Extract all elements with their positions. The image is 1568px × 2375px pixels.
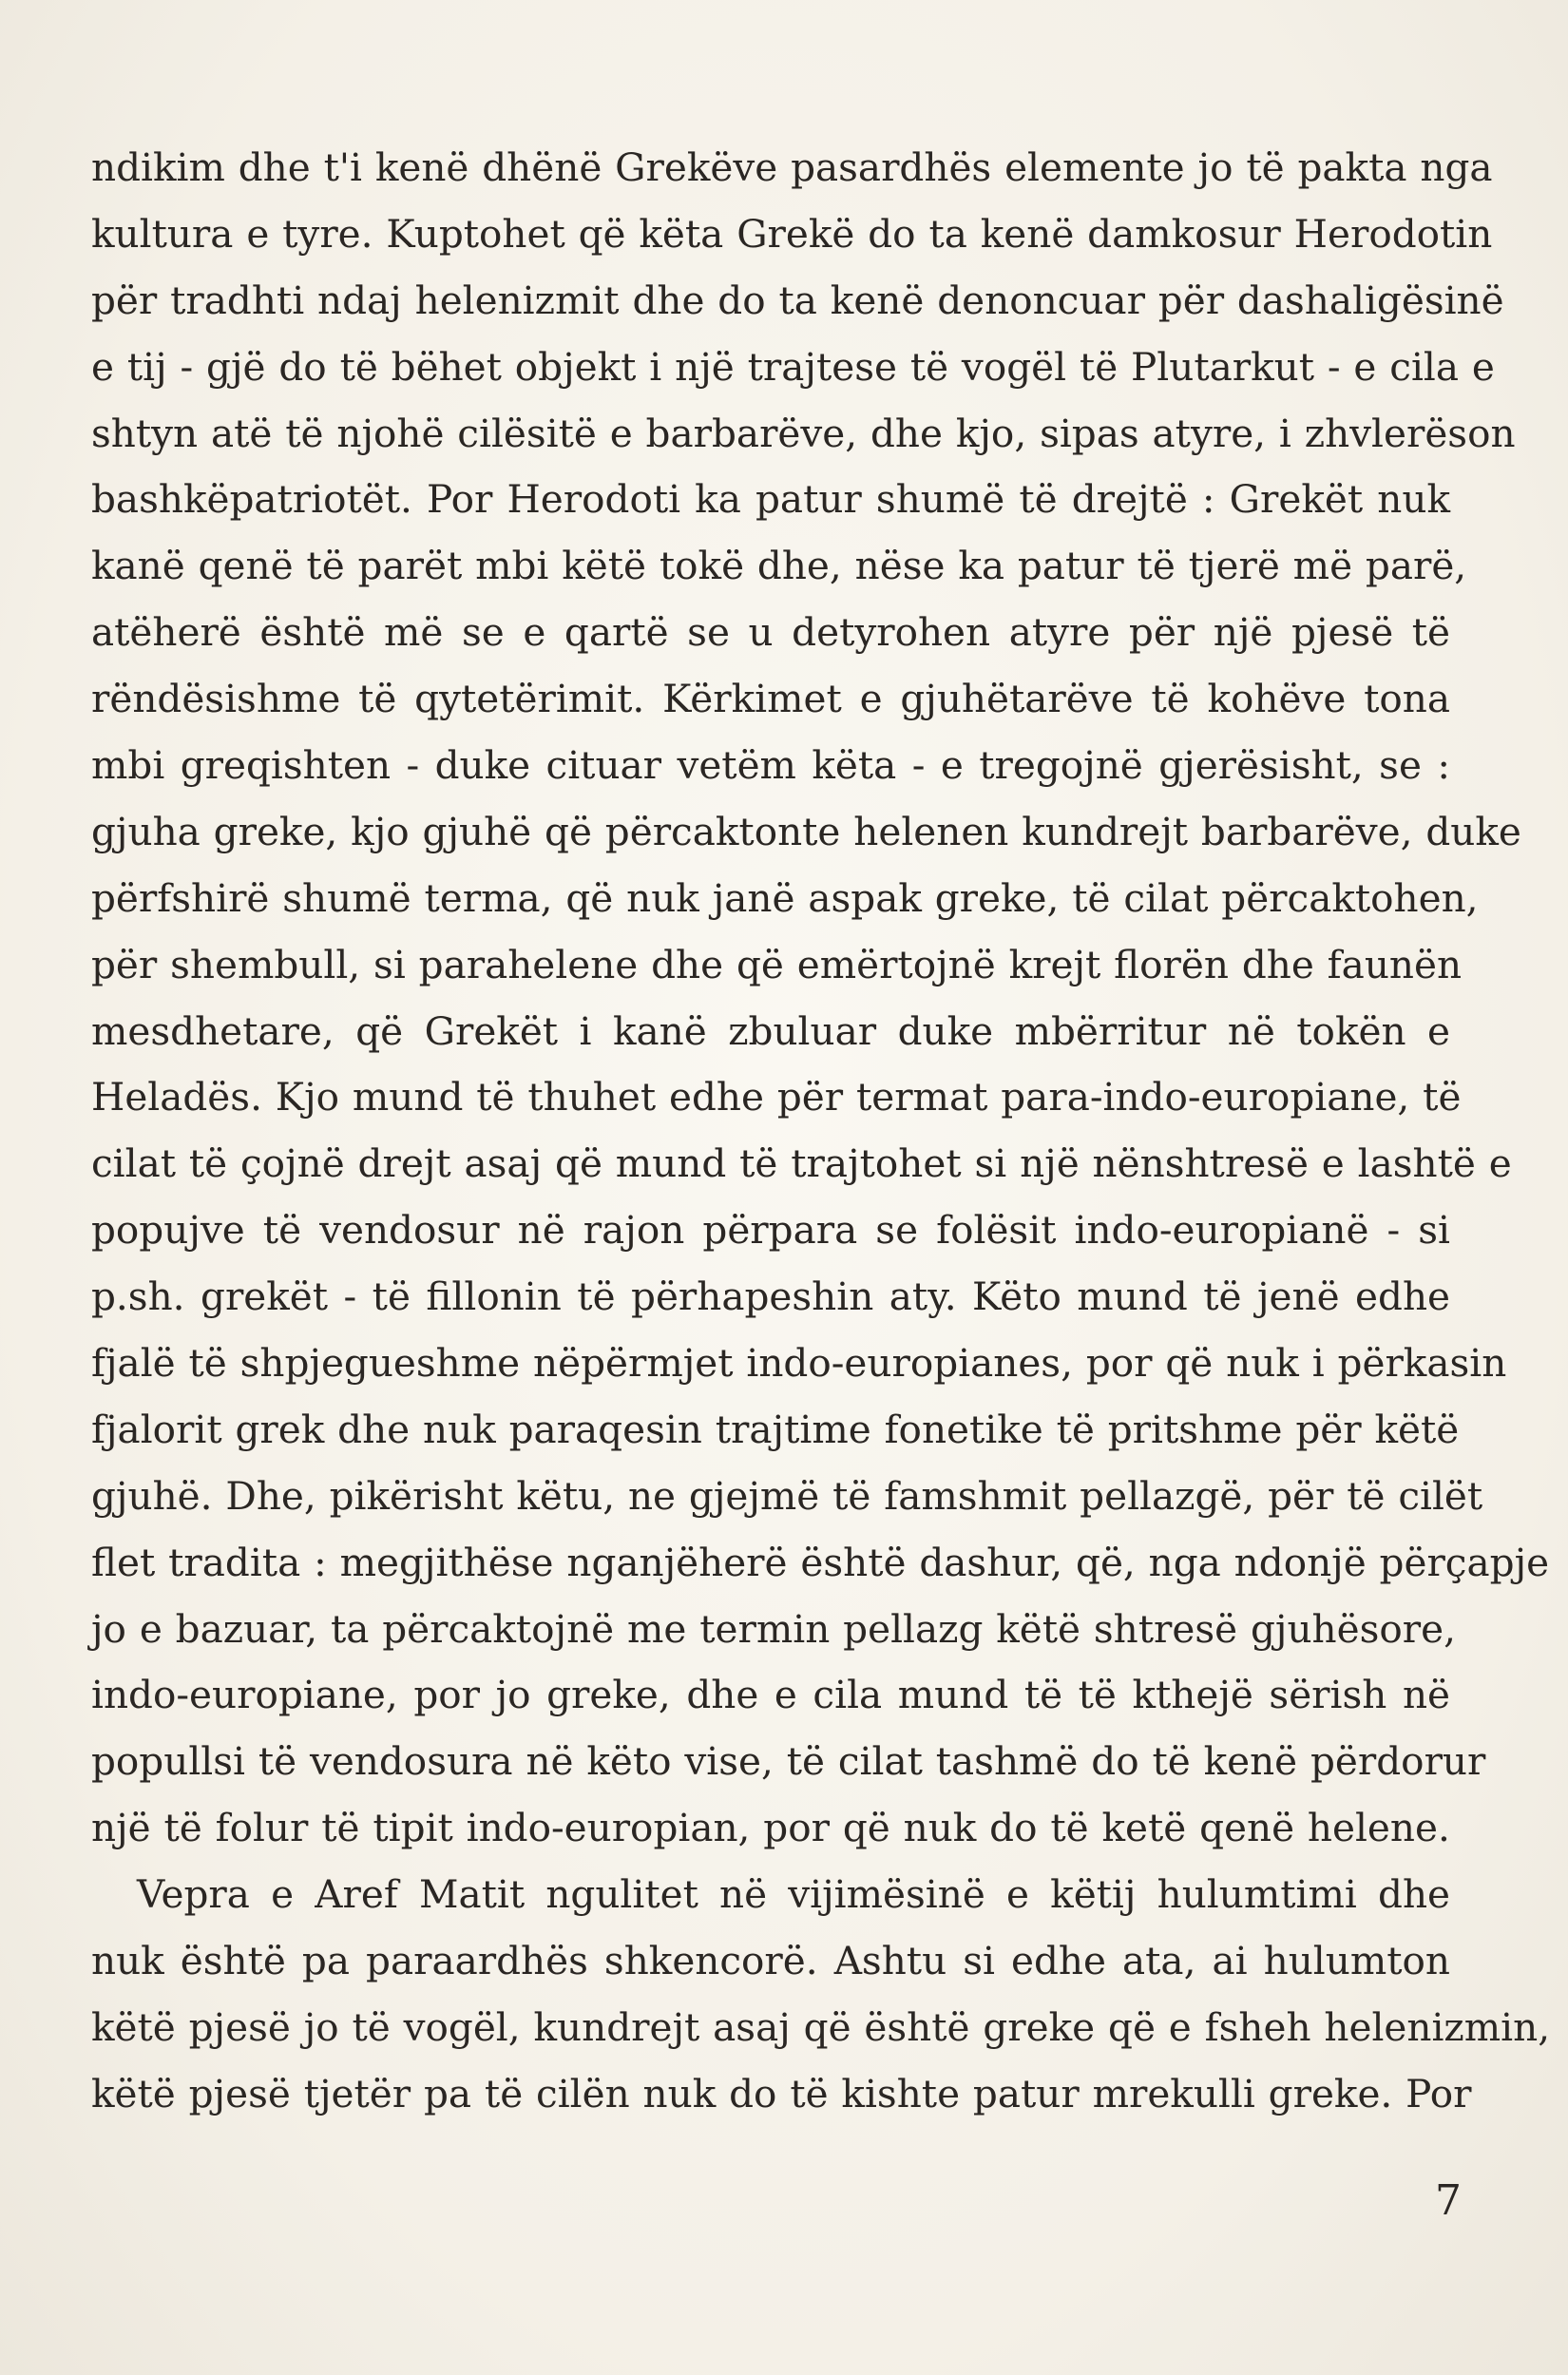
text-line: këtë pjesë jo të vogël, kundrejt asaj që është greke që e fsheh helenizmin,	[91, 2003, 1551, 2050]
text-line: Heladës. Kjo mund të thuhet edhe për termat para-indo-europiane, të	[91, 1074, 1462, 1120]
text-line: ndikim dhe t'i kenë dhënë Grekëve pasardhës elemente jo të pakta nga	[91, 144, 1493, 190]
text-line: fjalorit grek dhe nuk paraqesin trajtime fonetike të pritshme për këtë	[91, 1406, 1460, 1452]
text-line: Vepra e Aref Matit ngulitet në vijimësinë e këtij hulumtimi dhe	[137, 1871, 1450, 1918]
text-line: atëherë është më se e qartë se u detyrohen atyre për një pjesë të	[91, 609, 1450, 656]
text-line: mesdhetare, që Grekët i kanë zbuluar duke mbërritur në tokën e	[91, 1007, 1450, 1054]
text-line: fjalë të shpjegueshme nëpërmjet indo-europianes, por që nuk i përkasin	[91, 1340, 1507, 1387]
text-line: bashkëpatriotët. Por Herodoti ka patur shumë të drejtë : Grekët nuk	[91, 476, 1450, 523]
text-line: p.sh. grekët - të fillonin të përhapeshin aty. Këto mund të jenë edhe	[91, 1274, 1450, 1320]
text-line: një të folur të tipit indo-europian, por që nuk do të ketë qenë helene.	[91, 1805, 1450, 1851]
text-line: nuk është pa paraardhës shkencorë. Ashtu si edhe ata, ai hulumton	[91, 1938, 1450, 1984]
text-line: e tij - gjë do të bëhet objekt i një trajtese të vogël të Plutarkut - e cila e	[91, 343, 1495, 390]
page-number: 7	[1435, 2176, 1462, 2225]
text-line: flet tradita : megjithëse nganjëherë është dashur, që, nga ndonjë përçapje	[91, 1539, 1550, 1585]
text-line: indo-europiane, por jo greke, dhe e cila mund të të kthejë sërish në	[91, 1672, 1450, 1718]
paragraph	[91, 1862, 1551, 2128]
text-line: cilat të çojnë drejt asaj që mund të trajtohet si një nënshtresë e lashtë e	[91, 1140, 1512, 1187]
text-line: kultura e tyre. Kuptohet që këta Grekë do ta kenë damkosur Herodotin	[91, 210, 1493, 257]
text-line: rëndësishme të qytetërimit. Kërkimet e gjuhëtarëve të kohëve tona	[91, 676, 1450, 722]
text-line: jo e bazuar, ta përcaktojnë me termin pellazg këtë shtresë gjuhësore,	[91, 1605, 1456, 1652]
text-line: gjuhë. Dhe, pikërisht këtu, ne gjejmë të famshmit pellazgë, për të cilët	[91, 1472, 1483, 1519]
text-line: popullsi të vendosura në këto vise, të cilat tashmë do të kenë përdorur	[91, 1738, 1486, 1785]
text-line: për tradhti ndaj helenizmit dhe do ta kenë denoncuar për dashaligësinë	[91, 277, 1504, 323]
paragraph	[91, 135, 1550, 1862]
text-line: kanë qenë të parët mbi këtë tokë dhe, nëse ka patur të tjerë më parë,	[91, 543, 1467, 589]
text-line: përfshirë shumë terma, që nuk janë aspak greke, të cilat përcaktohen,	[91, 874, 1479, 921]
text-line: gjuha greke, kjo gjuhë që përcaktonte helenen kundrejt barbarëve, duke	[91, 808, 1521, 854]
text-line: popujve të vendosur në rajon përpara se folësit indo-europianë - si	[91, 1207, 1450, 1254]
text-line: për shembull, si parahelene dhe që emërtojnë krejt florën dhe faunën	[91, 941, 1463, 987]
text-line: shtyn atë të njohë cilësitë e barbarëve, dhe kjo, sipas atyre, i zhvlerëson	[91, 410, 1516, 456]
text-line: mbi greqishten - duke cituar vetëm këta - e tregojnë gjerësisht, se :	[91, 742, 1450, 789]
body-text	[91, 135, 1551, 2128]
text-line: këtë pjesë tjetër pa të cilën nuk do të kishte patur mrekulli greke. Por	[91, 2070, 1472, 2116]
